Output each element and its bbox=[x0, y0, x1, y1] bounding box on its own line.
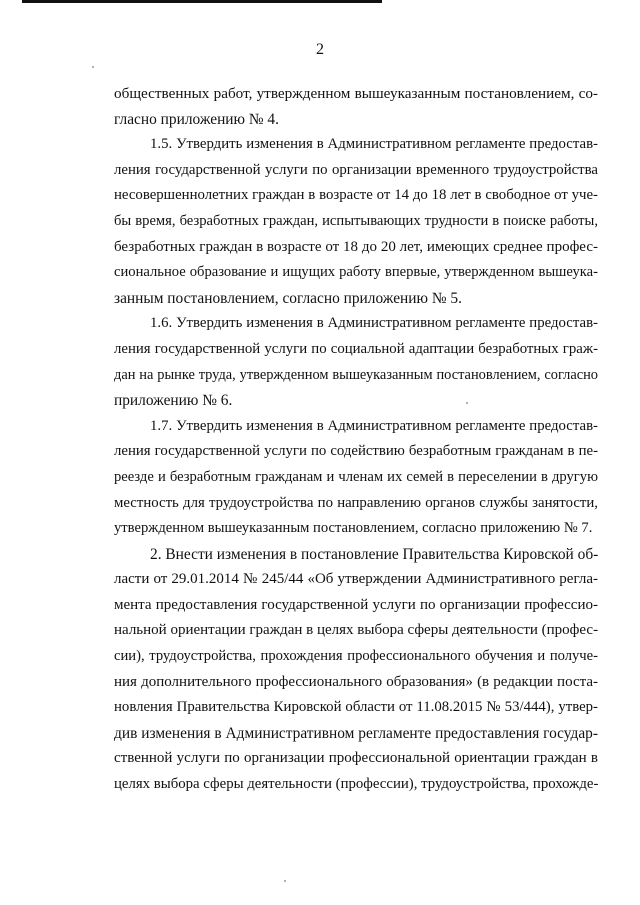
text-line: общественных работ, утвержденном вышеуказанным постановлением, со- bbox=[114, 85, 598, 102]
text-line: новления Правительства Кировской области от 11.08.2015 № 53/444), утвер- bbox=[114, 699, 598, 716]
paragraph-1-5 bbox=[114, 132, 598, 311]
text-line: 1.7. Утвердить изменения в Административном регламенте предостав- bbox=[150, 417, 598, 434]
text-line: сиональное образование и ищущих работу впервые, утвержденном вышеука- bbox=[114, 264, 598, 281]
top-border-rule bbox=[22, 0, 382, 3]
text-line: ласти от 29.01.2014 № 245/44 «Об утверждении Административного регла- bbox=[114, 571, 598, 588]
text-line: ления государственной услуги по содействию безработным гражданам в пе- bbox=[114, 443, 598, 460]
text-line: ния дополнительного профессионального образования» (в редакции поста- bbox=[114, 673, 598, 690]
text-line: мента предоставления государственной услуги по организации профессио- bbox=[114, 596, 598, 613]
text-line: приложению № 6. bbox=[114, 392, 233, 410]
paragraph-continuation bbox=[114, 81, 598, 132]
document-body bbox=[114, 81, 598, 798]
text-line: реезде и безработным гражданам и членам их семей в переселении в другую bbox=[114, 468, 598, 485]
text-line: занным постановлением, согласно приложению № 5. bbox=[114, 289, 462, 307]
text-line: сии), трудоустройства, прохождения профессионального обучения и получе- bbox=[114, 648, 598, 665]
paragraph-1-7 bbox=[114, 414, 598, 542]
paragraph-2 bbox=[114, 542, 598, 798]
text-line: гласно приложению № 4. bbox=[114, 110, 279, 128]
text-line: 2. Внести изменения в постановление Правительства Кировской об- bbox=[150, 545, 599, 563]
text-line: местность для трудоустройства по направлению органов службы занятости, bbox=[114, 494, 598, 511]
text-line: дан на рынке труда, утвержденном вышеуказанным постановлением, согласно bbox=[114, 366, 598, 383]
scan-speck bbox=[466, 402, 468, 404]
scan-speck bbox=[284, 880, 286, 882]
paragraph-1-6 bbox=[114, 311, 598, 413]
page-number: 2 bbox=[316, 41, 324, 58]
text-line: бы время, безработных граждан, испытывающих трудности в поиске работы, bbox=[114, 212, 598, 229]
text-line: нальной ориентации граждан в целях выбора сферы деятельности (профес- bbox=[114, 622, 599, 639]
text-line: ственной услуги по организации профессиональной ориентации граждан в bbox=[114, 750, 598, 767]
scan-speck bbox=[92, 66, 94, 68]
text-line: див изменения в Административном регламенте предоставления государ- bbox=[114, 724, 598, 742]
text-line: ления государственной услуги по организации временного трудоустройства bbox=[114, 161, 598, 178]
text-line: безработных граждан в возрасте от 18 до 20 лет, имеющих среднее профес- bbox=[114, 238, 598, 255]
text-line: 1.6. Утвердить изменения в Административном регламенте предостав- bbox=[150, 315, 598, 332]
text-line: несовершеннолетних граждан в возрасте от 14 до 18 лет в свободное от уче- bbox=[114, 187, 598, 204]
text-line: 1.5. Утвердить изменения в Административном регламенте предостав- bbox=[150, 136, 598, 153]
text-line: ления государственной услуги по социальной адаптации безработных граж- bbox=[114, 340, 598, 357]
text-line: целях выбора сферы деятельности (профессии), трудоустройства, прохожде- bbox=[114, 776, 599, 793]
text-line: утвержденном вышеуказанным постановлением, согласно приложению № 7. bbox=[114, 520, 593, 537]
